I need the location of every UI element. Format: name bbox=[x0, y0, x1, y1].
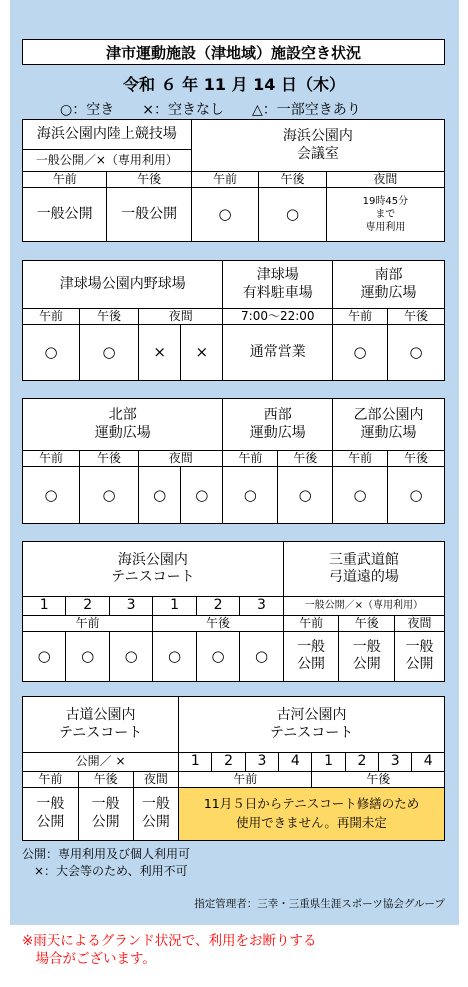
col-am: 午前 bbox=[179, 771, 312, 787]
col-pm: 午後 bbox=[79, 309, 138, 325]
col-am: 午前 bbox=[23, 172, 107, 188]
status-cell: 一般 公開 bbox=[339, 631, 395, 682]
col-pm: 午後 bbox=[259, 172, 327, 188]
status-cell: 19時45分 まで 専用利用 bbox=[326, 188, 444, 242]
status-cell: ○ bbox=[23, 467, 80, 524]
col-pm: 午後 bbox=[78, 771, 133, 787]
status-cell: ○ bbox=[23, 631, 66, 682]
date-label: 令和 ６ 年 11 月 14 日（木） bbox=[123, 75, 345, 94]
facility-kaihin-hall: 海浜公園内 会議室 bbox=[191, 120, 444, 172]
status-cell: ○ bbox=[23, 325, 80, 381]
col-pm: 午後 bbox=[153, 615, 283, 631]
status-cell: 通常営業 bbox=[223, 325, 333, 381]
col-night: 夜間 bbox=[326, 172, 444, 188]
col-am: 午前 bbox=[23, 451, 80, 467]
section-kaihin-track-hall bbox=[22, 119, 445, 242]
col-am: 午前 bbox=[191, 172, 259, 188]
status-cell: 一般 公開 bbox=[133, 787, 179, 841]
status-cell: ○ bbox=[196, 631, 239, 682]
status-cell: 一般 公開 bbox=[78, 787, 133, 841]
facility-budokan: 三重武道館 弓道遠的場 bbox=[283, 542, 444, 597]
court-number: 2 bbox=[66, 597, 109, 616]
status-cell: ○ bbox=[388, 325, 445, 381]
col-hours: 7:00～22:00 bbox=[223, 309, 333, 325]
col-am: 午前 bbox=[333, 309, 388, 325]
col-am: 午前 bbox=[283, 615, 339, 631]
rain-notice: ※雨天によるグランド状況で、利用をお断りする 場合がございます。 bbox=[22, 933, 317, 967]
status-cell: ○ bbox=[333, 325, 388, 381]
section-baseball-parking-nanbu bbox=[22, 260, 445, 381]
facility-parking: 津球場 有料駐車場 bbox=[223, 261, 333, 309]
status-cell: ○ bbox=[333, 467, 388, 524]
status-cell: ○ bbox=[259, 188, 327, 242]
manager-label: 指定管理者：三幸・三重県生涯スポーツ協会グループ bbox=[194, 898, 445, 910]
col-pm: 午後 bbox=[339, 615, 395, 631]
facility-otobe: 乙部公園内 運動広場 bbox=[333, 399, 445, 451]
section-hokubu-seibu-otobe bbox=[22, 398, 445, 524]
facility-furumichi-tennis: 古道公園内 テニスコート bbox=[23, 697, 179, 753]
status-cell: ○ bbox=[109, 631, 152, 682]
facility-baseball: 津球場公園内野球場 bbox=[23, 261, 223, 309]
court-number: 2 bbox=[212, 753, 245, 772]
status-cell: 一般 公開 bbox=[23, 787, 79, 841]
col-night: 夜間 bbox=[395, 615, 445, 631]
court-number: 1 bbox=[179, 753, 212, 772]
court-number: 3 bbox=[379, 753, 412, 772]
closure-notice: 11月５日からテニスコート修繕のため 使用できません。再開未定 bbox=[179, 787, 445, 841]
col-pm: 午後 bbox=[388, 309, 445, 325]
page-title-box bbox=[22, 39, 445, 65]
status-cell: × bbox=[181, 325, 223, 381]
track-sub-label: 一般公開／×（専用利用） bbox=[23, 150, 192, 172]
facility-kaihin-track: 海浜公園内陸上競技場 bbox=[23, 120, 192, 150]
status-cell: ○ bbox=[388, 467, 445, 524]
status-cell: ○ bbox=[191, 188, 259, 242]
note-public: 公開：専用利用及び個人利用可 bbox=[22, 847, 191, 861]
status-cell: × bbox=[139, 325, 181, 381]
facility-seibu: 西部 運動広場 bbox=[223, 399, 333, 451]
court-number: 4 bbox=[412, 753, 445, 772]
col-am: 午前 bbox=[23, 771, 79, 787]
col-am: 午前 bbox=[333, 451, 388, 467]
section-kaihin-tennis-budokan bbox=[22, 541, 445, 682]
col-am: 午前 bbox=[23, 615, 153, 631]
col-am: 午前 bbox=[23, 309, 80, 325]
court-number: 4 bbox=[279, 753, 312, 772]
facility-furukawa-tennis: 古河公園内 テニスコート bbox=[179, 697, 445, 753]
status-cell: ○ bbox=[139, 467, 181, 524]
legend-label: ○：空き ×：空きなし △：一部空きあり bbox=[60, 102, 361, 118]
col-pm: 午後 bbox=[312, 771, 445, 787]
court-number: 2 bbox=[345, 753, 378, 772]
col-am: 午前 bbox=[223, 451, 278, 467]
status-cell: 一般公開 bbox=[23, 188, 107, 242]
court-number: 1 bbox=[153, 597, 196, 616]
facility-kaihin-tennis: 海浜公園内 テニスコート bbox=[23, 542, 284, 597]
facility-nanbu: 南部 運動広場 bbox=[333, 261, 445, 309]
page-title: 津市運動施設（津地域）施設空き状況 bbox=[105, 43, 361, 62]
col-night: 夜間 bbox=[133, 771, 179, 787]
status-cell: ○ bbox=[181, 467, 223, 524]
col-pm: 午後 bbox=[107, 172, 191, 188]
status-cell: ○ bbox=[79, 467, 138, 524]
note-unavailable: ×：大会等のため、利用不可 bbox=[22, 864, 188, 878]
court-number: 3 bbox=[240, 597, 283, 616]
status-cell: ○ bbox=[223, 467, 278, 524]
col-night: 夜間 bbox=[139, 451, 223, 467]
section-furumichi-furukawa bbox=[22, 696, 445, 841]
status-cell: 一般公開 bbox=[107, 188, 191, 242]
status-cell: ○ bbox=[240, 631, 283, 682]
furumichi-sub-label: 公開／ × bbox=[23, 753, 179, 772]
court-number: 1 bbox=[312, 753, 345, 772]
budokan-sub-label: 一般公開／×（専用利用） bbox=[283, 597, 444, 616]
court-number: 3 bbox=[109, 597, 152, 616]
col-pm: 午後 bbox=[388, 451, 445, 467]
status-cell: ○ bbox=[66, 631, 109, 682]
court-number: 1 bbox=[23, 597, 66, 616]
col-pm: 午後 bbox=[79, 451, 138, 467]
status-cell: 一般 公開 bbox=[283, 631, 339, 682]
facility-hokubu: 北部 運動広場 bbox=[23, 399, 223, 451]
col-night: 夜間 bbox=[139, 309, 223, 325]
status-cell: ○ bbox=[153, 631, 196, 682]
court-number: 3 bbox=[245, 753, 278, 772]
status-cell: ○ bbox=[278, 467, 333, 524]
court-number: 2 bbox=[196, 597, 239, 616]
status-cell: ○ bbox=[79, 325, 138, 381]
status-cell: 一般 公開 bbox=[395, 631, 445, 682]
col-pm: 午後 bbox=[278, 451, 333, 467]
